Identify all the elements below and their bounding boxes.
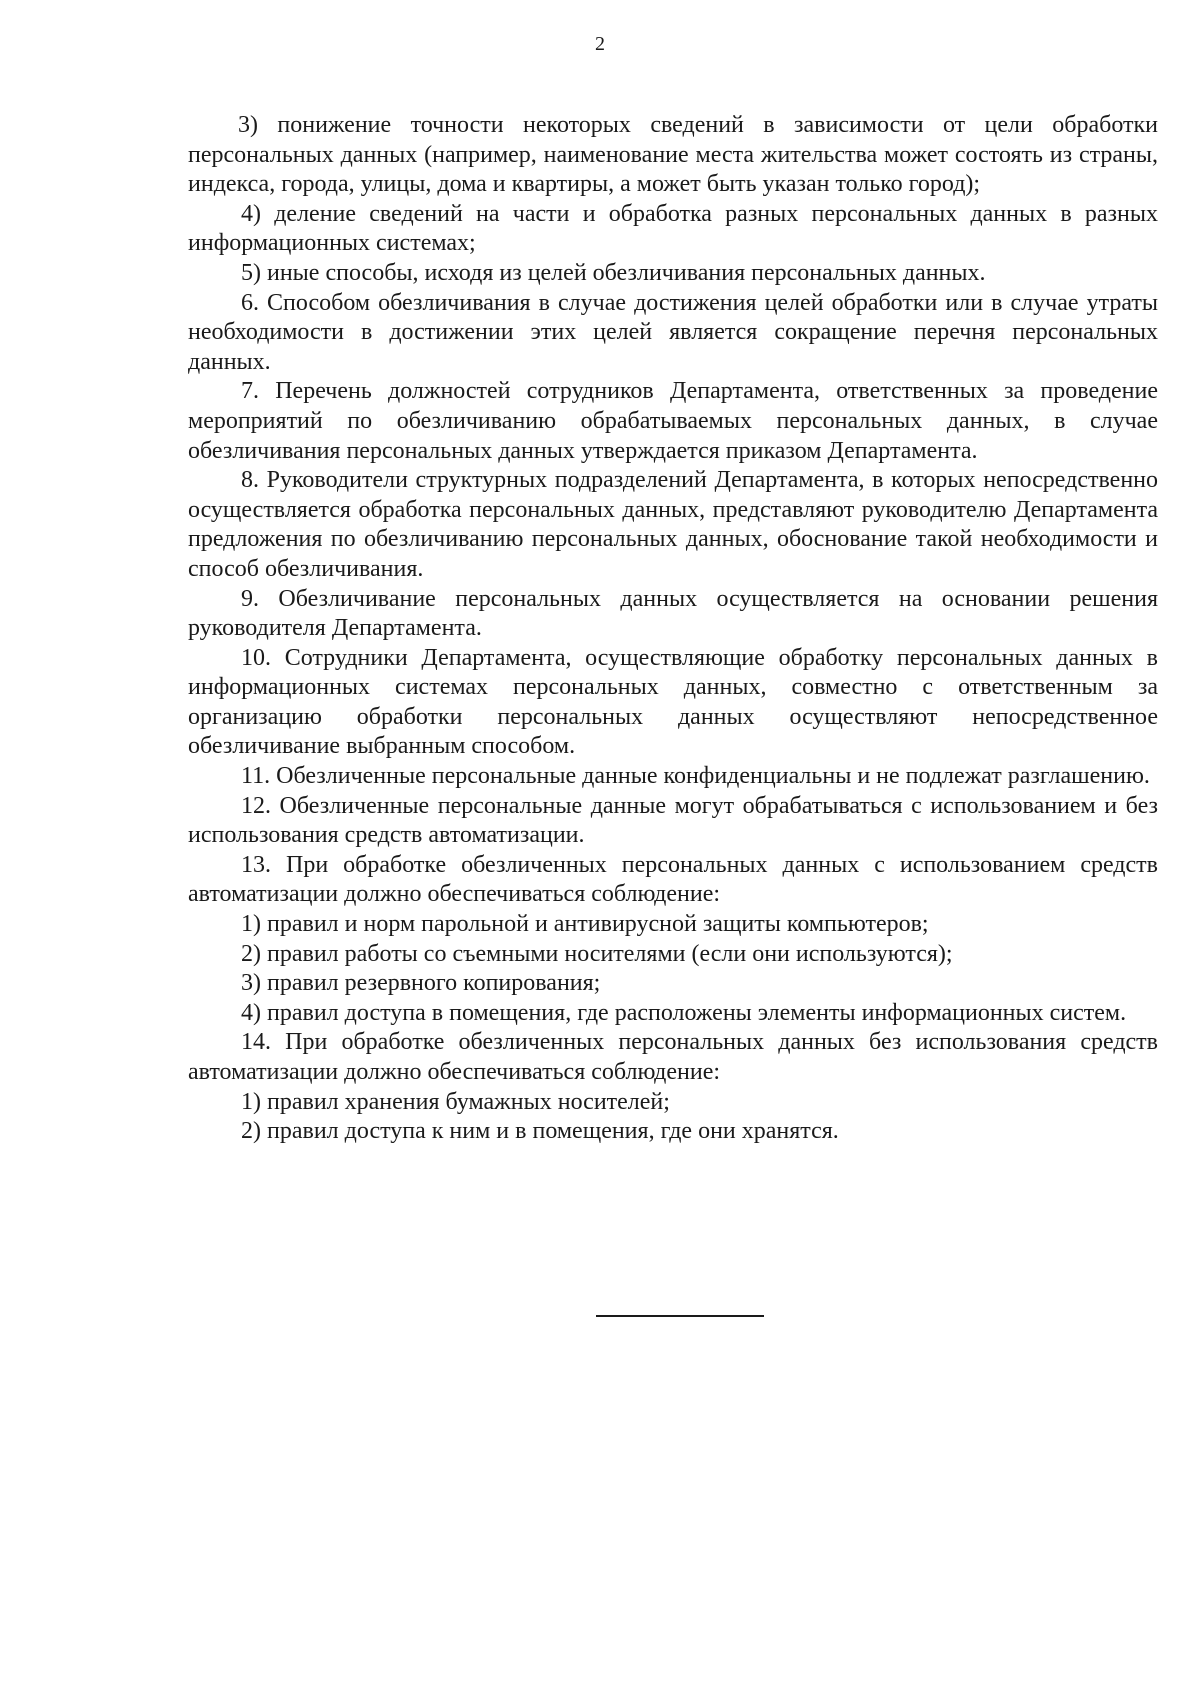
paragraph-8: 8. Руководители структурных подразделений Департамента, в которых непосредственно осуществляется обработка персональных данных, представляют руководителю Департамента предложения по обезличиванию персональных данных, обоснование такой необходимости и способ обезличивания. bbox=[188, 467, 1158, 582]
paragraph-10: 10. Сотрудники Департамента, осуществляющие обработку персональных данных в информационных системах персональных данных, совместно с ответственным за организацию обработки персональных данных осуществляют непосредственное обезличивание выбранным способом. bbox=[188, 644, 1158, 760]
paragraph-14: 14. При обработке обезличенных персональных данных без использования средств автоматизации должно обеспечиваться соблюдение: bbox=[188, 1029, 1158, 1085]
paragraph-item-5-other-methods: 5) иные способы, исходя из целей обезличивания персональных данных. bbox=[241, 259, 986, 286]
paragraph-item-3-accuracy-reduction: 3) понижение точности некоторых сведений в зависимости от цели обработки персональных данных (например, наименование места жительства может состоять из страны, индекса, города, улицы, дома и квартиры, а может быть указан только город); bbox=[188, 112, 1158, 198]
page-number: 2 bbox=[595, 33, 605, 55]
document-body bbox=[188, 111, 1158, 1147]
paragraph-13-item-2: 2) правил работы со съемными носителями (если они используются); bbox=[241, 940, 953, 967]
paragraph-13: 13. При обработке обезличенных персональных данных с использованием средств автоматизации должно обеспечиваться соблюдение: bbox=[188, 851, 1158, 908]
end-of-document-divider bbox=[596, 1315, 764, 1317]
paragraph-11: 11. Обезличенные персональные данные конфиденциальны и не подлежат разглашению. bbox=[241, 763, 1150, 790]
paragraph-6: 6. Способом обезличивания в случае достижения целей обработки или в случае утраты необходимости в достижении этих целей является сокращение перечня персональных данных. bbox=[188, 289, 1158, 375]
paragraph-12: 12. Обезличенные персональные данные могут обрабатываться с использованием и без использования средств автоматизации. bbox=[188, 792, 1158, 849]
paragraph-item-4-splitting: 4) деление сведений на части и обработка разных персональных данных в разных информационных системах; bbox=[188, 200, 1158, 257]
paragraph-13-item-3: 3) правил резервного копирования; bbox=[241, 970, 601, 997]
paragraph-7: 7. Перечень должностей сотрудников Департамента, ответственных за проведение мероприятий по обезличиванию обрабатываемых персональных данных, в случае обезличивания персональных данных утверждается приказом Департамента. bbox=[188, 378, 1158, 464]
paragraph-13-item-1: 1) правил и норм парольной и антивирусной защиты компьютеров; bbox=[241, 911, 929, 938]
paragraph-14-item-2: 2) правил доступа к ним и в помещения, где они хранятся. bbox=[241, 1118, 839, 1145]
paragraph-9: 9. Обезличивание персональных данных осуществляется на основании решения руководителя Департамента. bbox=[188, 585, 1158, 642]
paragraph-13-item-4: 4) правил доступа в помещения, где расположены элементы информационных систем. bbox=[241, 999, 1127, 1026]
paragraph-14-item-1: 1) правил хранения бумажных носителей; bbox=[241, 1088, 670, 1115]
